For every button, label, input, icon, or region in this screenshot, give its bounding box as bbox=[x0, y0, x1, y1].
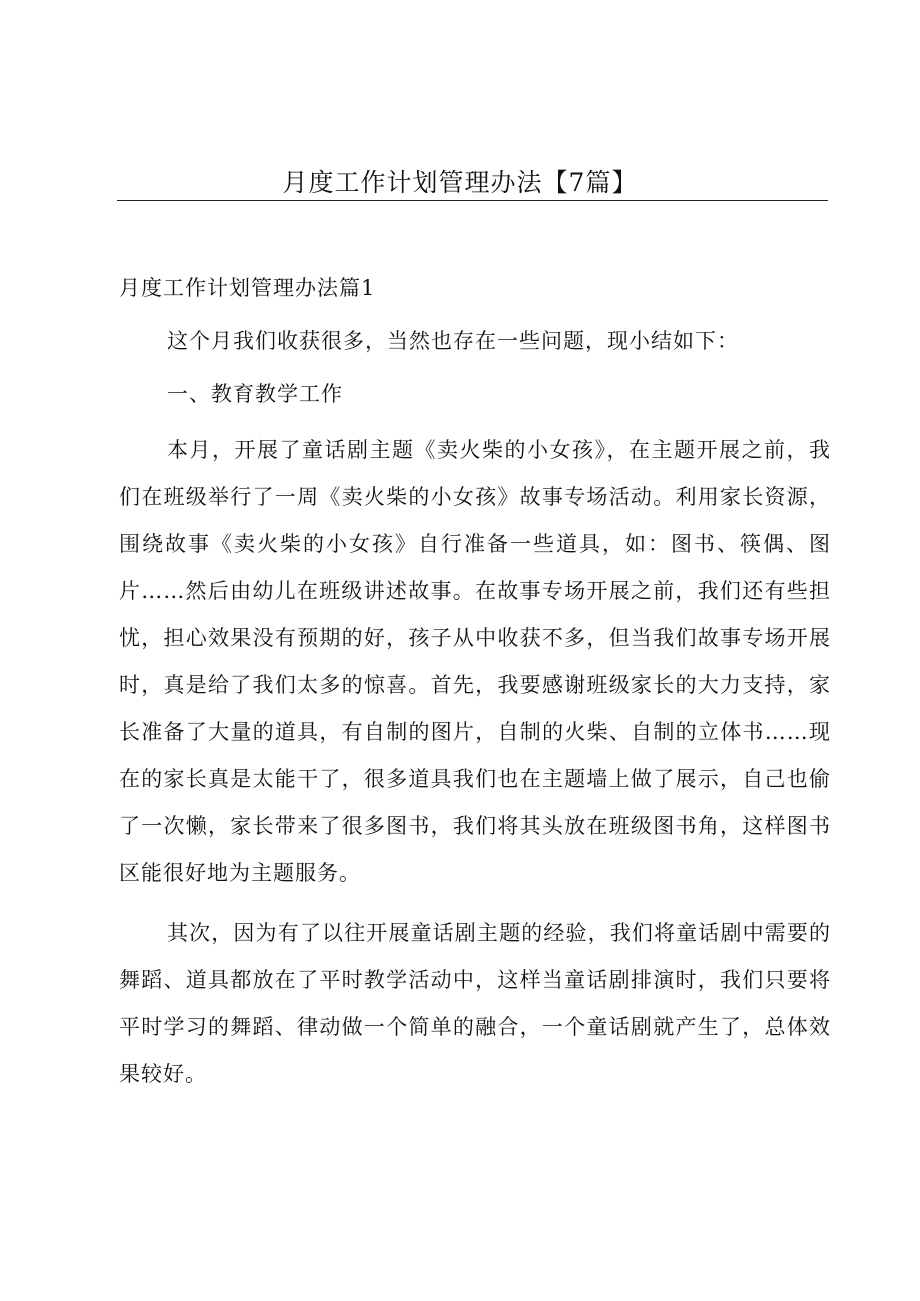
body-paragraph: 其次，因为有了以往开展童话剧主题的经验，我们将童话剧中需要的舞蹈、道具都放在了平时教学活动中，这样当童话剧排演时，我们只要将平时学习的舞蹈、律动做一个简单的融合，一个童话剧就产生了，总体效果较好。 bbox=[119, 921, 831, 1086]
body-paragraph: 本月，开展了童话剧主题《卖火柴的小女孩》，在主题开展之前，我们在班级举行了一周《卖火柴的小女孩》故事专场活动。利用家长资源，围绕故事《卖火柴的小女孩》自行准备一些道具，如：图书、筷偶、图片……然后由幼儿在班级讲述故事。在故事专场开展之前，我们还有些担忧，担心效果没有预期的好，孩子从中收获不多，但当我们故事专场开展时，真是给了我们太多的惊喜。首先，我要感谢班级家长的大力支持，家长准备了大量的道具，有自制的图片，自制的火柴、自制的立体书……现在的家长真是太能干了，很多道具我们也在主题墙上做了展示，自己也偷了一次懒，家长带来了很多图书，我们将其头放在班级图书角，这样图书区能很好地为主题服务。 bbox=[119, 438, 831, 885]
title-underline bbox=[117, 200, 828, 201]
document-title: 月度工作计划管理办法【7篇】 bbox=[282, 168, 638, 197]
intro-paragraph: 这个月我们收获很多，当然也存在一些问题，现小结如下： bbox=[167, 329, 739, 353]
subsection-heading: 一、教育教学工作 bbox=[167, 382, 343, 406]
document-body bbox=[119, 268, 831, 1111]
section-heading: 月度工作计划管理办法篇1 bbox=[119, 276, 376, 300]
